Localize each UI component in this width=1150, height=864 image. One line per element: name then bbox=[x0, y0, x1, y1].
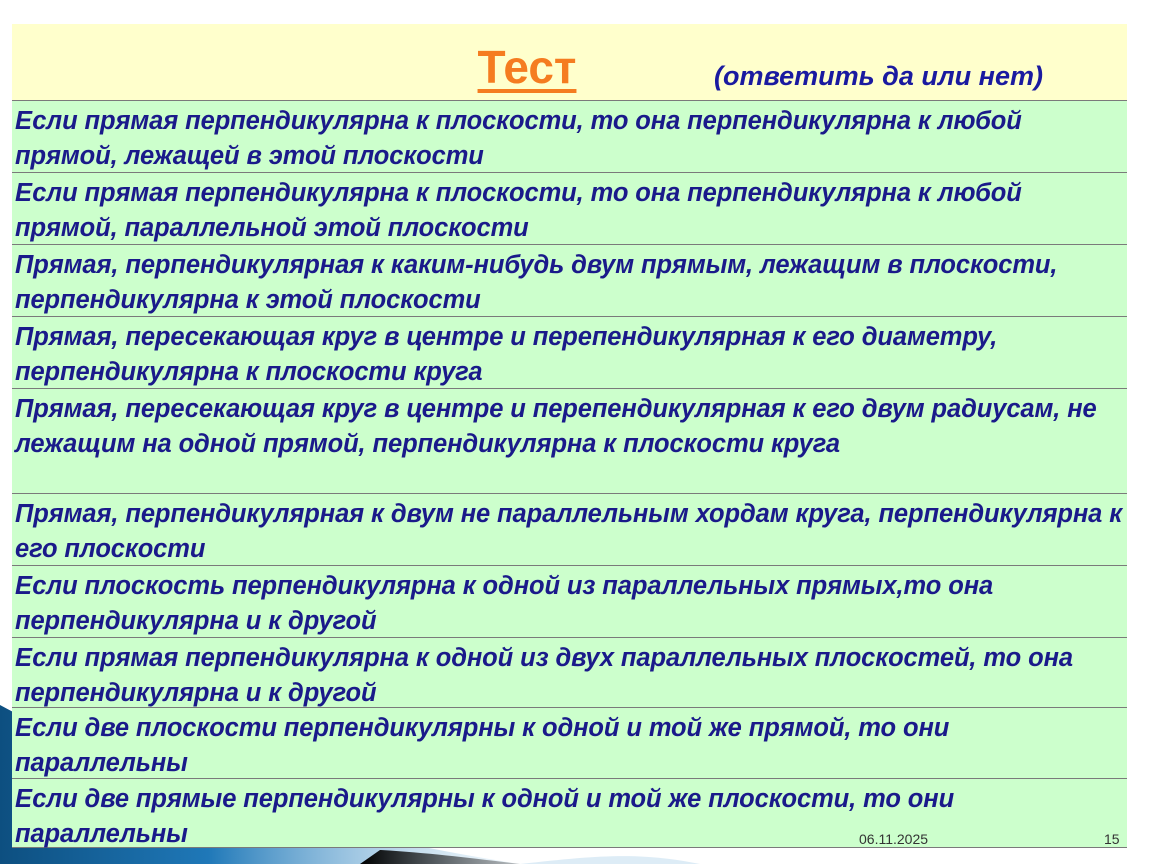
slide-title: Тест bbox=[477, 41, 577, 93]
statement-row: Если две прямые перпендикулярны к одной и той же плоскости, то они параллельны bbox=[12, 778, 1127, 847]
statements-table bbox=[12, 100, 1127, 848]
statement-row: Если прямая перпендикулярна к одной из двух параллельных плоскостей, то она перпендикулярна и к другой bbox=[12, 637, 1127, 707]
footer-date: 06.11.2025 bbox=[859, 831, 929, 847]
statement-row: Прямая, пересекающая круг в центре и перепендикулярная к его диаметру, перпендикулярна к плоскости круга bbox=[12, 316, 1127, 388]
statement-row: Прямая, пересекающая круг в центре и перепендикулярная к его двум радиусам, не лежащим на одной прямой, перпендикулярна к плоскости круга bbox=[12, 388, 1127, 493]
slide-subtitle: (ответить да или нет) bbox=[714, 61, 1043, 91]
statement-row: Прямая, перпендикулярная к двум не параллельным хордам круга, перпендикулярна к его плоскости bbox=[12, 493, 1127, 565]
statement-row: Прямая, перпендикулярная к каким-нибудь двум прямым, лежащим в плоскости, перпендикулярна к этой плоскости bbox=[12, 244, 1127, 316]
statement-row: Если плоскость перпендикулярна к одной из параллельных прямых,то она перпендикулярна и к другой bbox=[12, 565, 1127, 637]
statement-row: Если прямая перпендикулярна к плоскости, то она перпендикулярна к любой прямой, лежащей в этой плоскости bbox=[12, 100, 1127, 172]
statement-row: Если прямая перпендикулярна к плоскости, то она перпендикулярна к любой прямой, параллельной этой плоскости bbox=[12, 172, 1127, 244]
statement-row: Если две плоскости перпендикулярны к одной и той же прямой, то они параллельны bbox=[12, 707, 1127, 778]
footer-page-number: 15 bbox=[1104, 831, 1120, 847]
